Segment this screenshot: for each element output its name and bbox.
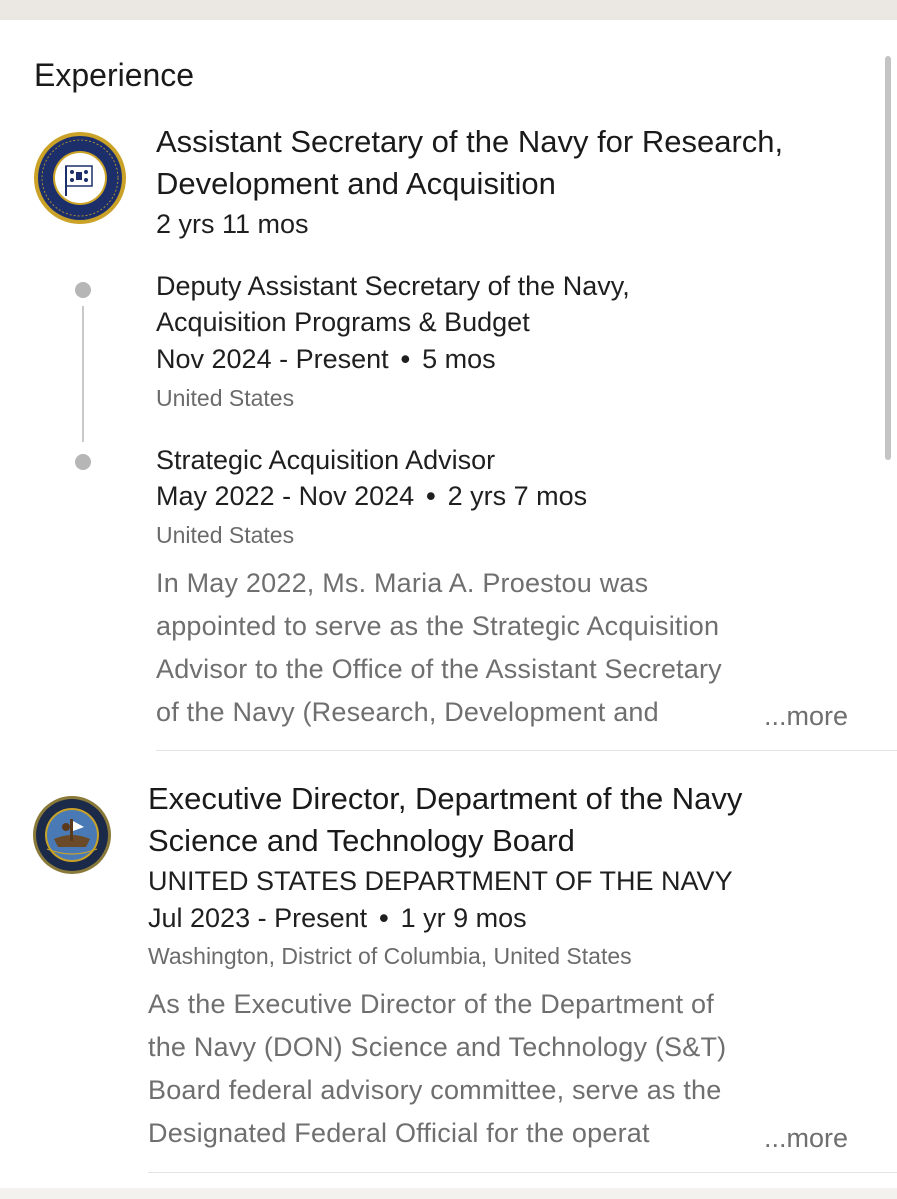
position-2-dates bbox=[156, 481, 587, 512]
position-2-more-link[interactable]: ...more bbox=[764, 701, 849, 731]
position-1-title-line-2: Acquisition Programs & Budget bbox=[156, 307, 530, 337]
timeline-connector bbox=[82, 306, 84, 442]
entry-2-title-line-1: Executive Director, Department of the Navy bbox=[148, 781, 743, 816]
position-2-date-range: May 2022 - Nov 2024 bbox=[156, 481, 415, 511]
description-line: the Navy (DON) Science and Technology (S&T) bbox=[148, 1032, 727, 1062]
description-line: As the Executive Director of the Department of bbox=[148, 989, 714, 1019]
entry-2-more-link[interactable]: ...more bbox=[764, 1123, 849, 1153]
entry-2-date-range: Jul 2023 - Present bbox=[148, 903, 368, 933]
entry-1-title-line-2: Development and Acquisition bbox=[156, 166, 556, 201]
position-2-length: 2 yrs 7 mos bbox=[447, 481, 588, 511]
timeline-dot-2 bbox=[75, 454, 91, 470]
position-2-title[interactable] bbox=[156, 442, 495, 478]
entry-divider bbox=[148, 1172, 897, 1173]
entry-2-length: 1 yr 9 mos bbox=[400, 903, 527, 933]
position-2-description bbox=[156, 562, 722, 734]
entry-2-location: Washington, District of Columbia, United States bbox=[148, 943, 632, 969]
position-2-location: United States bbox=[156, 522, 295, 548]
position-1-date-range: Nov 2024 - Present bbox=[156, 344, 389, 374]
entry-divider bbox=[156, 750, 897, 751]
entry-2-separator: • bbox=[379, 903, 389, 933]
description-line: appointed to serve as the Strategic Acquisition bbox=[156, 611, 720, 641]
entry-2-dates bbox=[148, 903, 527, 934]
entry-2-description bbox=[148, 983, 726, 1155]
description-line: Board federal advisory committee, serve as the bbox=[148, 1075, 722, 1105]
position-1-title-line-1: Deputy Assistant Secretary of the Navy, bbox=[156, 271, 630, 301]
description-line: In May 2022, Ms. Maria A. Proestou was bbox=[156, 568, 649, 598]
entry-2-title-line-2: Science and Technology Board bbox=[148, 823, 575, 858]
description-line: Advisor to the Office of the Assistant Secretary bbox=[156, 654, 722, 684]
position-2-separator: • bbox=[426, 481, 436, 511]
entry-2-title[interactable] bbox=[148, 778, 742, 862]
entry-1-title[interactable] bbox=[156, 121, 783, 205]
entry-1-title-line-1: Assistant Secretary of the Navy for Research, bbox=[156, 124, 784, 159]
position-1-location: United States bbox=[156, 385, 295, 411]
asn-rda-seal-icon[interactable] bbox=[32, 130, 128, 226]
section-title: Experience bbox=[34, 57, 195, 93]
position-2-title-line-1: Strategic Acquisition Advisor bbox=[156, 445, 496, 475]
position-1-separator: • bbox=[400, 344, 411, 374]
position-1-length: 5 mos bbox=[422, 344, 496, 374]
scrollbar[interactable] bbox=[885, 56, 891, 460]
top-band bbox=[0, 0, 897, 20]
position-1-title[interactable] bbox=[156, 268, 630, 340]
bottom-band bbox=[0, 1188, 897, 1199]
department-of-the-navy-seal-icon[interactable] bbox=[32, 795, 112, 875]
entry-1-duration: 2 yrs 11 mos bbox=[156, 209, 309, 239]
timeline-dot-1 bbox=[75, 282, 91, 298]
position-1-dates bbox=[156, 344, 496, 375]
entry-2-company[interactable]: UNITED STATES DEPARTMENT OF THE NAVY bbox=[148, 866, 733, 896]
description-line: Designated Federal Official for the operat bbox=[148, 1118, 650, 1148]
description-line: of the Navy (Research, Development and bbox=[156, 697, 659, 727]
